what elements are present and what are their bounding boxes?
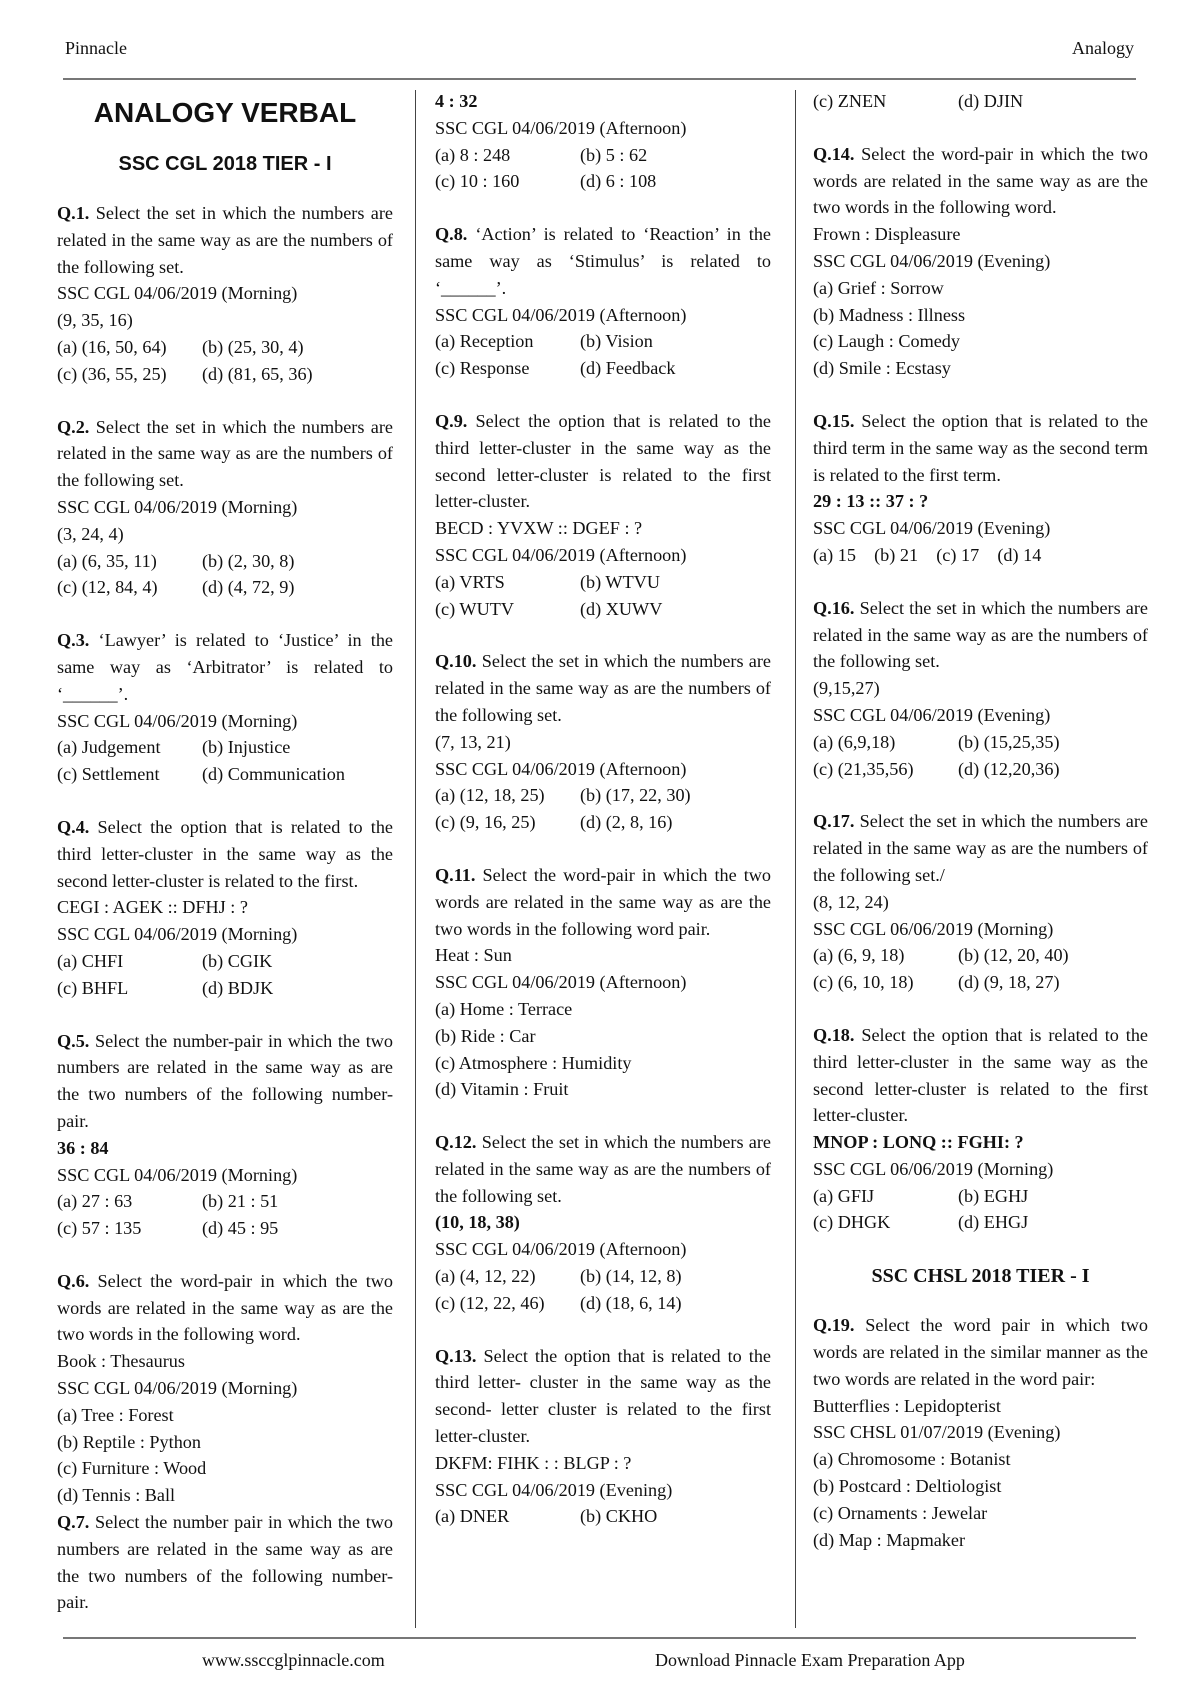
footer-rule [63,1637,1136,1639]
option-c: (c) Response [435,358,530,379]
question-source: SSC CGL 04/06/2019 (Afternoon) [435,1239,687,1260]
question-source: SSC CGL 06/06/2019 (Morning) [813,918,1054,939]
question-source: SSC CGL 04/06/2019 (Morning) [57,710,298,731]
option-c: (c) (6, 10, 18) [813,972,914,993]
question-text: Select the word-pair in which the two words are related in the same way as are the two words in the following word. [813,143,1149,218]
question-number: Q.1. [57,203,90,223]
option-d: (d) Vitamin : Fruit [435,1079,569,1100]
question-source: SSC CGL 06/06/2019 (Morning) [813,1158,1054,1179]
question-text: Select the word-pair in which the two words are related in the same way as are the two words in the following word pair. [435,864,771,939]
question-given: CEGI : AGEK :: DFHJ : ? [57,897,248,918]
question-text: Select the number-pair in which the two numbers are related in the same way as are the two numbers of the following number-pair. [57,1030,393,1131]
option-a: (a) (12, 18, 25) [435,785,545,806]
question-text: Select the set in which the numbers are related in the same way as are the numbers of the following set. [57,203,394,277]
question-text: ‘Action’ is related to ‘Reaction’ in the same way as ‘Stimulus’ is related to ‘______’. [435,224,771,298]
question-given: (3, 24, 4) [57,523,124,544]
question-source: SSC CGL 04/06/2019 (Afternoon) [435,304,687,325]
option-a: (a) 15 [813,544,856,565]
option-d: (d) 45 : 95 [202,1218,279,1239]
question-given: 29 : 13 :: 37 : ? [813,491,929,512]
footer-website: www.ssccglpinnacle.com [202,1650,385,1670]
option-c: (c) Atmosphere : Humidity [435,1052,632,1073]
option-a: (a) CHFI [57,950,124,971]
question-number: Q.10. [435,651,477,672]
question-source: SSC CHSL 01/07/2019 (Evening) [813,1422,1061,1443]
question-13-start [435,1343,771,1531]
option-b: (b) Vision [580,331,653,352]
option-a: (a) Tree : Forest [57,1404,174,1425]
option-b: (b) CGIK [202,950,273,971]
question-source: SSC CGL 04/06/2019 (Evening) [813,518,1051,539]
option-d: (d) (9, 18, 27) [958,972,1060,993]
question-6 [57,1268,393,1509]
question-number: Q.3. [57,630,90,651]
question-number: Q.12. [435,1132,477,1153]
option-d: (d) (4, 72, 9) [202,577,295,598]
question-given: Frown : Displeasure [813,224,961,245]
option-d: (d) Tennis : Ball [57,1485,176,1506]
question-3 [57,627,393,788]
question-source: SSC CGL 04/06/2019 (Afternoon) [435,758,687,779]
question-given: (7, 13, 21) [435,731,511,752]
question-15 [813,408,1148,569]
option-c: (c) DHGK [813,1212,891,1233]
option-d: (d) BDJK [202,977,274,998]
question-10 [435,648,771,836]
question-source: SSC CGL 04/06/2019 (Afternoon) [435,544,687,565]
question-source: SSC CGL 04/06/2019 (Morning) [57,924,298,945]
option-a: (a) (6,9,18) [813,731,896,752]
question-number: Q.8. [435,224,468,245]
option-c: (c) (12, 84, 4) [57,577,158,598]
option-d: (d) 6 : 108 [580,171,657,192]
question-source: SSC CGL 04/06/2019 (Evening) [435,1479,673,1500]
option-d: (d) (12,20,36) [958,758,1060,779]
option-c: (c) 17 [936,544,980,565]
option-a: (a) Grief : Sorrow [813,277,944,298]
question-text: Select the set in which the numbers are related in the same way as are the numbers of the following set. [435,651,772,725]
footer-app-note: Download Pinnacle Exam Preparation App [655,1650,965,1670]
question-1 [57,200,393,388]
option-a: (a) 27 : 63 [57,1191,133,1212]
question-given: (8, 12, 24) [813,891,889,912]
question-number: Q.9. [435,410,468,431]
question-number: Q.6. [57,1270,90,1291]
question-number: Q.17. [813,811,855,832]
option-b: (b) Reptile : Python [57,1431,201,1452]
question-number: Q.15. [813,410,855,431]
header-right: Analogy [1072,38,1134,58]
option-b: (b) (25, 30, 4) [202,336,304,357]
option-c: (c) WUTV [435,598,514,619]
question-11 [435,862,771,1103]
option-c: (c) Settlement [57,764,160,785]
question-text: Select the set in which the numbers are related in the same way as are the numbers of the following set./ [813,811,1149,885]
option-b: (b) 21 : 51 [202,1191,279,1212]
option-d: (d) Map : Mapmaker [813,1529,966,1550]
option-a: (a) (16, 50, 64) [57,336,167,357]
question-2 [57,414,393,602]
question-source: SSC CGL 04/06/2019 (Morning) [57,1164,298,1185]
option-b: (b) Ride : Car [435,1025,536,1046]
question-number: Q.2. [57,416,90,437]
question-given: Book : Thesaurus [57,1351,185,1372]
option-d: (d) Feedback [580,358,676,379]
question-7-start [57,1509,393,1616]
question-text: ‘Lawyer’ is related to ‘Justice’ in the same way as ‘Arbitrator’ is related to ‘______’. [57,630,394,704]
question-source: SSC CGL 04/06/2019 (Afternoon) [435,972,687,993]
option-a: (a) DNER [435,1506,510,1527]
option-b: (b) 21 [874,544,919,565]
question-given: Butterflies : Lepidopterist [813,1395,1001,1416]
question-19 [813,1312,1148,1553]
option-b: (b) CKHO [580,1506,658,1527]
question-4 [57,814,393,1002]
option-b: (b) Madness : Illness [813,304,966,325]
option-b: (b) (17, 22, 30) [580,785,691,806]
header-rule [63,78,1136,80]
option-c: (c) (12, 22, 46) [435,1292,545,1313]
question-text: Select the set in which the numbers are related in the same way as are the numbers of the following set. [813,597,1149,672]
question-number: Q.5. [57,1030,90,1051]
option-d: (d) 14 [997,544,1042,565]
question-text: Select the option that is related to the third letter-cluster in the same way as the second letter-cluster is related to the first. [57,816,394,891]
option-a: (a) (6, 9, 18) [813,945,905,966]
option-c: (c) Ornaments : Jewelar [813,1502,988,1523]
question-13-end [813,88,1148,115]
question-9 [435,408,771,622]
option-c: (c) (36, 55, 25) [57,363,167,384]
question-text: Select the set in which the numbers are related in the same way as are the numbers of the following set. [435,1132,772,1206]
question-number: Q.7. [57,1512,90,1533]
option-c: (c) 10 : 160 [435,171,520,192]
question-5 [57,1028,393,1242]
question-text: Select the number pair in which the two numbers are related in the same way as are the two numbers of the following number-pair. [57,1512,393,1613]
option-a: (a) Reception [435,331,534,352]
question-source: SSC CGL 04/06/2019 (Morning) [57,283,298,304]
option-a: (a) 8 : 248 [435,144,511,165]
option-b: (b) (14, 12, 8) [580,1266,682,1287]
question-8 [435,221,771,382]
question-source: SSC CGL 04/06/2019 (Morning) [57,496,298,517]
question-text: Select the option that is related to the third term in the same way as the second term is related to the first term. [813,410,1149,485]
option-b: (b) Postcard : Deltiologist [813,1476,1002,1497]
option-b: (b) 5 : 62 [580,144,648,165]
option-b: (b) (15,25,35) [958,731,1060,752]
question-given: (9,15,27) [813,678,880,699]
question-number: Q.16. [813,597,855,618]
question-given: BECD : YVXW :: DGEF : ? [435,518,643,539]
question-source: SSC CGL 04/06/2019 (Afternoon) [435,117,687,138]
option-c: (c) Furniture : Wood [57,1458,207,1479]
option-d: (d) XUWV [580,598,663,619]
option-c: (c) (9, 16, 25) [435,812,536,833]
question-text: Select the word-pair in which the two words are related in the same way as are the two words in the following word. [57,1270,393,1345]
option-a: (a) Home : Terrace [435,998,573,1019]
question-text: Select the word pair in which two words are related in the similar manner as the two words are related in the word pair: [813,1315,1148,1389]
option-a: (a) (6, 35, 11) [57,550,157,571]
question-given: (10, 18, 38) [435,1212,520,1233]
question-source: SSC CGL 04/06/2019 (Evening) [813,704,1051,725]
option-b: (b) WTVU [580,571,660,592]
question-text: Select the option that is related to the third letter-cluster in the same way as the second letter-cluster is related to the first letter-cluster. [435,410,772,512]
question-16 [813,595,1148,783]
option-a: (a) Chromosome : Botanist [813,1449,1011,1470]
option-d: (d) (81, 65, 36) [202,363,313,384]
column-1 [57,88,393,1616]
column-2 [435,88,771,1530]
header-left: Pinnacle [65,38,127,58]
question-given: 4 : 32 [435,91,478,111]
option-a: (a) GFIJ [813,1185,875,1206]
section-heading: SSC CHSL 2018 TIER - I [871,1265,1090,1288]
question-given: DKFM: FIHK : : BLGP : ? [435,1452,632,1473]
question-14 [813,141,1148,382]
question-text: Select the option that is related to the third letter- cluster in the same way as the second- letter cluster is related to the first letter-cluster. [435,1345,772,1447]
question-18 [813,1022,1148,1236]
option-b: (b) Injustice [202,737,291,758]
question-number: Q.11. [435,864,476,885]
option-b: (b) EGHJ [958,1185,1029,1206]
column-divider [795,90,796,1628]
option-d: (d) Communication [202,764,345,785]
question-given: 36 : 84 [57,1137,109,1158]
option-b: (b) (2, 30, 8) [202,550,295,571]
option-c: (c) ZNEN [813,91,887,111]
option-a: (a) VRTS [435,571,505,592]
option-c: (c) 57 : 135 [57,1218,142,1239]
column-3 [813,88,1148,1553]
question-number: Q.19. [813,1315,855,1336]
option-d: (d) DJIN [958,91,1024,111]
question-17 [813,808,1148,996]
column-divider [415,90,416,1628]
question-given: Heat : Sun [435,945,512,966]
option-c: (c) Laugh : Comedy [813,331,960,352]
option-d: (d) EHGJ [958,1212,1029,1233]
question-number: Q.13. [435,1345,477,1366]
question-text: Select the option that is related to the third letter-cluster in the same way as the second letter-cluster is related to the first letter-cluster. [813,1024,1149,1126]
option-c: (c) (21,35,56) [813,758,914,779]
question-number: Q.4. [57,816,90,837]
option-d: (d) (2, 8, 16) [580,812,673,833]
option-a: (a) Judgement [57,737,161,758]
option-b: (b) (12, 20, 40) [958,945,1069,966]
option-d: (d) Smile : Ecstasy [813,358,951,379]
question-given: (9, 35, 16) [57,310,133,331]
question-source: SSC CGL 04/06/2019 (Morning) [57,1378,298,1399]
option-d: (d) (18, 6, 14) [580,1292,682,1313]
question-source: SSC CGL 04/06/2019 (Evening) [813,250,1051,271]
question-number: Q.18. [813,1024,855,1045]
page-title: ANALOGY VERBAL [93,97,357,128]
section-heading: SSC CGL 2018 TIER - I [118,153,332,175]
question-7-end [435,88,771,195]
question-given: MNOP : LONQ :: FGHI: ? [813,1132,1024,1153]
option-a: (a) (4, 12, 22) [435,1266,536,1287]
question-12 [435,1129,771,1317]
question-text: Select the set in which the numbers are related in the same way as are the numbers of the following set. [57,416,394,491]
option-c: (c) BHFL [57,977,129,998]
question-number: Q.14. [813,143,855,164]
